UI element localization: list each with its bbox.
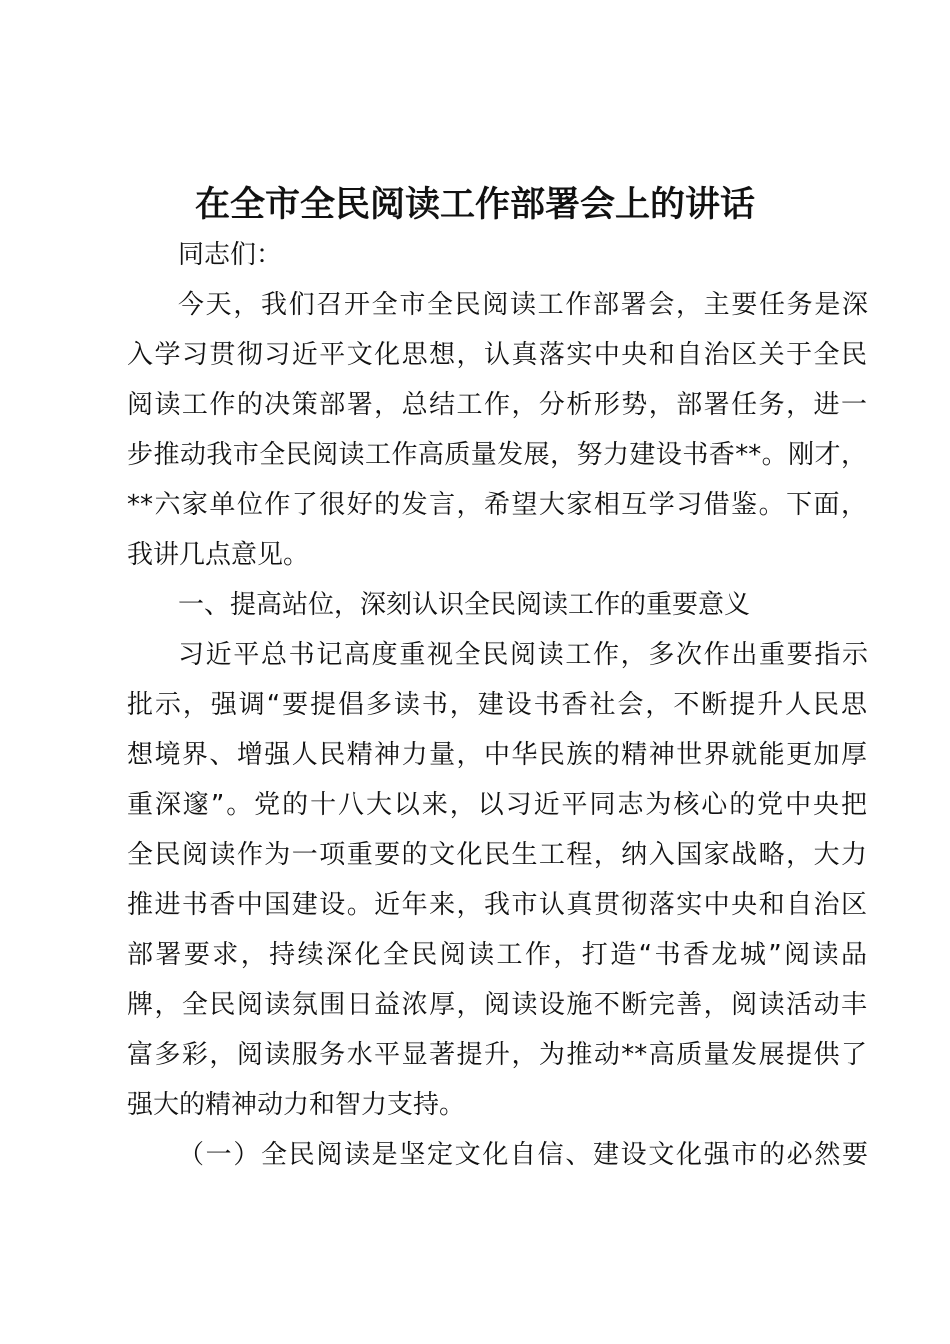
paragraph-line: **六家单位作了很好的发言，希望大家相互学习借鉴。下面， (127, 490, 867, 520)
paragraph-line: 我讲几点意见。 (127, 540, 310, 570)
paragraph-line: 批示，强调“要提倡多读书，建设书香社会，不断提升人民思 (127, 690, 867, 720)
salutation: 同志们： (178, 240, 283, 270)
paragraph-line: 想境界、增强人民精神力量，中华民族的精神世界就能更加厚 (127, 740, 867, 770)
paragraph-line: 步推动我市全民阅读工作高质量发展，努力建设书香**。刚才， (127, 440, 867, 470)
paragraph-line: 全民阅读作为一项重要的文化民生工程，纳入国家战略，大力 (127, 840, 867, 870)
paragraph-line: 今天，我们召开全市全民阅读工作部署会，主要任务是深 (178, 290, 868, 320)
paragraph-line: 习近平总书记高度重视全民阅读工作，多次作出重要指示 (178, 640, 868, 670)
section-heading: 一、提高站位，深刻认识全民阅读工作的重要意义 (178, 590, 751, 620)
subsection-heading: （一）全民阅读是坚定文化自信、建设文化强市的必然要 (178, 1140, 868, 1170)
paragraph-line: 推进书香中国建设。近年来，我市认真贯彻落实中央和自治区 (127, 890, 867, 920)
paragraph-line: 富多彩，阅读服务水平显著提升，为推动**高质量发展提供了 (127, 1040, 867, 1070)
paragraph-line: 阅读工作的决策部署，总结工作，分析形势，部署任务，进一 (127, 390, 867, 420)
paragraph-line: 入学习贯彻习近平文化思想，认真落实中央和自治区关于全民 (127, 340, 867, 370)
paragraph-line: 强大的精神动力和智力支持。 (127, 1090, 466, 1120)
document-title: 在全市全民阅读工作部署会上的讲话 (194, 185, 755, 225)
paragraph-line: 部署要求，持续深化全民阅读工作，打造“书香龙城”阅读品 (127, 940, 867, 970)
paragraph-line: 牌，全民阅读氛围日益浓厚，阅读设施不断完善，阅读活动丰 (127, 990, 867, 1020)
paragraph-line: 重深邃”。党的十八大以来，以习近平同志为核心的党中央把 (127, 790, 867, 820)
